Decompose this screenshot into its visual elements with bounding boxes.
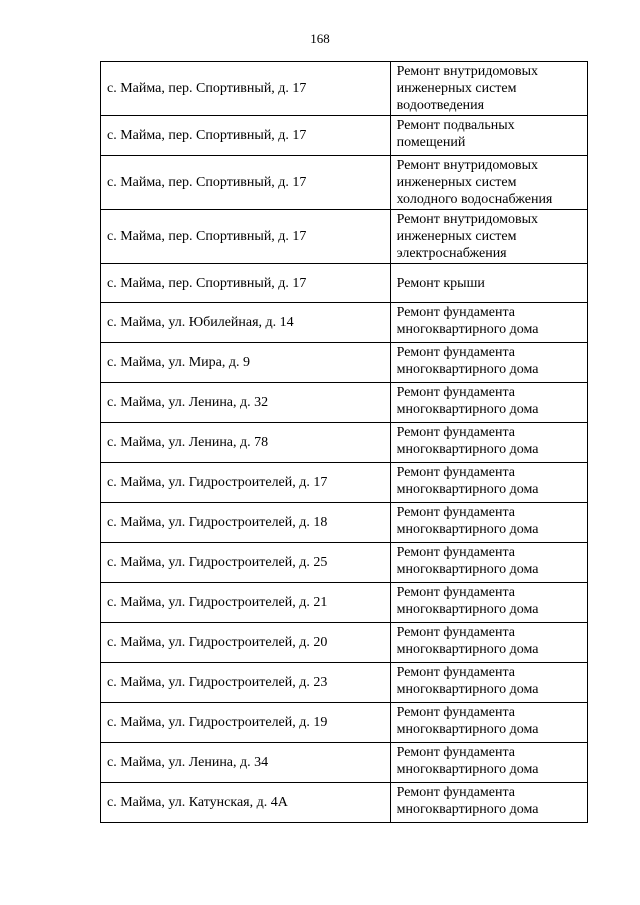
address-cell: с. Майма, ул. Ленина, д. 32 [101, 383, 391, 423]
work-type-cell [390, 210, 587, 264]
table-row [101, 543, 588, 583]
work-type-cell [390, 463, 587, 503]
work-line: Ремонт фундамента [396, 705, 515, 720]
table-row [101, 623, 588, 663]
table-row [101, 343, 588, 383]
table-row [101, 264, 588, 303]
address-cell: с. Майма, ул. Гидростроителей, д. 21 [101, 583, 391, 623]
address-cell: с. Майма, ул. Гидростроителей, д. 18 [101, 503, 391, 543]
work-line: многоквартирного дома [396, 322, 539, 337]
address-cell: с. Майма, ул. Ленина, д. 34 [101, 743, 391, 783]
address-cell: с. Майма, ул. Ленина, д. 78 [101, 423, 391, 463]
work-type-cell [390, 116, 587, 156]
address-cell: с. Майма, пер. Спортивный, д. 17 [101, 156, 391, 210]
work-line: Ремонт фундамента [396, 345, 515, 360]
work-line: водоотведения [396, 98, 485, 113]
work-type-cell [390, 156, 587, 210]
work-type-cell [390, 663, 587, 703]
table-row [101, 303, 588, 343]
work-line: многоквартирного дома [396, 402, 539, 417]
work-type-cell [390, 583, 587, 623]
work-line: Ремонт фундамента [396, 585, 515, 600]
address-cell: с. Майма, пер. Спортивный, д. 17 [101, 62, 391, 116]
work-line: Ремонт фундамента [396, 305, 515, 320]
work-type-cell [390, 62, 587, 116]
work-type-cell [390, 703, 587, 743]
table-row [101, 116, 588, 156]
work-line: многоквартирного дома [396, 442, 539, 457]
work-line: Ремонт фундамента [396, 665, 515, 680]
work-line: Ремонт фундамента [396, 785, 515, 800]
table-row [101, 783, 588, 823]
work-line: многоквартирного дома [396, 482, 539, 497]
work-line: электроснабжения [396, 246, 507, 261]
address-cell: с. Майма, ул. Мира, д. 9 [101, 343, 391, 383]
table-row [101, 210, 588, 264]
table-row [101, 743, 588, 783]
work-line: Ремонт фундамента [396, 505, 515, 520]
work-line: Ремонт крыши [396, 275, 485, 291]
table-row [101, 423, 588, 463]
address-cell: с. Майма, ул. Гидростроителей, д. 25 [101, 543, 391, 583]
work-line: Ремонт фундамента [396, 745, 515, 760]
address-cell: с. Майма, ул. Гидростроителей, д. 17 [101, 463, 391, 503]
work-type-cell [390, 423, 587, 463]
table-row [101, 62, 588, 116]
repair-works-table [100, 61, 588, 823]
work-type-cell [390, 743, 587, 783]
table-row [101, 463, 588, 503]
work-line: Ремонт фундамента [396, 545, 515, 560]
work-line: инженерных систем [396, 175, 517, 190]
work-line: Ремонт фундамента [396, 385, 515, 400]
work-type-cell [390, 383, 587, 423]
work-line: Ремонт фундамента [396, 425, 515, 440]
work-line: многоквартирного дома [396, 522, 539, 537]
work-line: многоквартирного дома [396, 362, 539, 377]
work-line: инженерных систем [396, 229, 517, 244]
address-cell: с. Майма, ул. Юбилейная, д. 14 [101, 303, 391, 343]
work-line: многоквартирного дома [396, 802, 539, 817]
work-line: Ремонт внутридомовых [396, 158, 538, 173]
address-cell: с. Майма, ул. Гидростроителей, д. 19 [101, 703, 391, 743]
work-line: многоквартирного дома [396, 762, 539, 777]
work-type-cell [390, 303, 587, 343]
table-row [101, 503, 588, 543]
address-cell: с. Майма, ул. Гидростроителей, д. 23 [101, 663, 391, 703]
work-line: помещений [396, 135, 466, 150]
work-line: Ремонт подвальных [396, 118, 515, 133]
table-row [101, 663, 588, 703]
work-type-cell [390, 543, 587, 583]
table-row [101, 703, 588, 743]
work-line: Ремонт фундамента [396, 625, 515, 640]
work-line: инженерных систем [396, 81, 517, 96]
table-row [101, 156, 588, 210]
work-line: многоквартирного дома [396, 562, 539, 577]
address-cell: с. Майма, ул. Гидростроителей, д. 20 [101, 623, 391, 663]
address-cell: с. Майма, пер. Спортивный, д. 17 [101, 116, 391, 156]
work-type-cell [390, 503, 587, 543]
page-number: 168 [310, 31, 330, 46]
work-line: многоквартирного дома [396, 722, 539, 737]
work-type-cell [390, 343, 587, 383]
table-row [101, 383, 588, 423]
work-line: Ремонт внутридомовых [396, 64, 538, 79]
work-line: холодного водоснабжения [396, 192, 553, 207]
work-line: Ремонт внутридомовых [396, 212, 538, 227]
work-line: многоквартирного дома [396, 642, 539, 657]
work-line: Ремонт фундамента [396, 465, 515, 480]
address-cell: с. Майма, пер. Спортивный, д. 17 [101, 264, 391, 303]
table-row [101, 583, 588, 623]
work-line: многоквартирного дома [396, 602, 539, 617]
table-body [101, 62, 588, 823]
work-type-cell [390, 264, 587, 303]
work-type-cell [390, 623, 587, 663]
work-line: многоквартирного дома [396, 682, 539, 697]
work-type-cell [390, 783, 587, 823]
address-cell: с. Майма, пер. Спортивный, д. 17 [101, 210, 391, 264]
address-cell: с. Майма, ул. Катунская, д. 4А [101, 783, 391, 823]
